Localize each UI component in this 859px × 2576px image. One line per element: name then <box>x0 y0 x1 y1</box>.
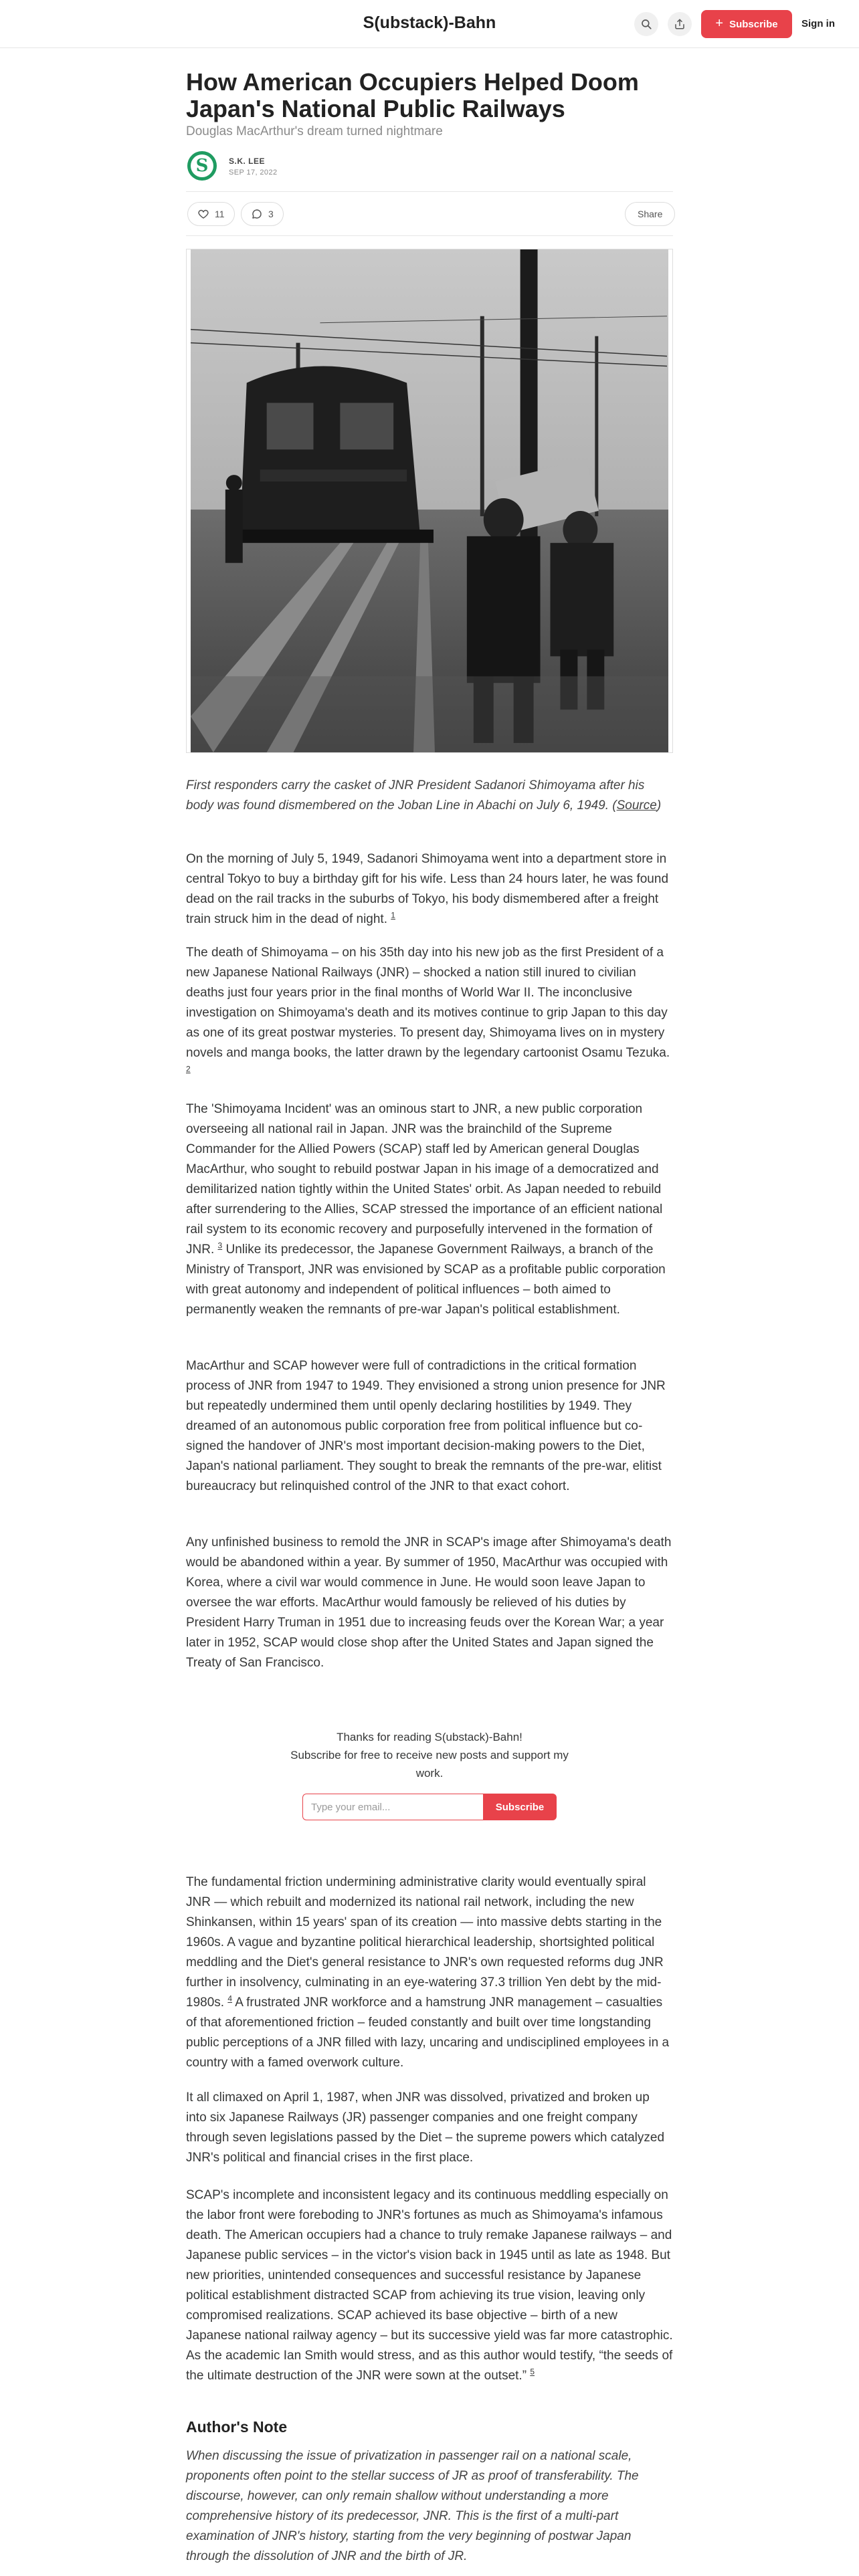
top-bar <box>0 0 859 48</box>
caption-source-link[interactable]: Source <box>616 798 657 813</box>
share-icon <box>674 18 686 30</box>
share-button-top[interactable] <box>668 12 692 36</box>
paragraph: Any unfinished business to remold the JNR in SCAP's image after Shimoyama's death would be abandoned within a year. By summer of 1950, MacArthur was occupied with Korea, where a civil war would commence in June. He would soon leave Japan to oversee the war efforts. MacArthur would famously be relieved of his duties by President Harry Truman in 1951 due to increasing feuds over the Korean War; a year later in 1952, SCAP would close shop after the United States and Japan signed the Treaty of San Francisco. <box>186 1535 672 1670</box>
like-count: 11 <box>215 209 225 219</box>
footnote-link[interactable]: 4 <box>227 1994 233 2004</box>
search-icon <box>640 18 652 30</box>
authors-note: When discussing the issue of privatization in passenger rail on a national scale, proponents often point to the stellar success of JR as proof of transferability. The discourse, however, can only remain shallow without understanding a more comprehensive history of its predecessor, JNR. This is the first of a multi-part examination of JNR's history, starting from the very beginning of postwar Japan through the dissolution of JNR and the birth of JR. <box>186 2449 639 2563</box>
comment-count: 3 <box>268 209 274 219</box>
paragraph-text: A frustrated JNR workforce and a hamstrung JNR management – casualties of that aforementioned friction – feuded constantly and built over time longstanding public perceptions of a JNR filled with lazy, uncaring and undisciplined employees in a country with a famed overwork culture. <box>186 1996 670 2070</box>
subscribe-label: Subscribe <box>729 18 778 30</box>
subscribe-button[interactable] <box>701 10 792 38</box>
share-label: Share <box>638 209 663 219</box>
authors-note-heading: Author's Note <box>186 2418 288 2436</box>
publication-name[interactable]: S(ubstack)-Bahn <box>363 13 496 32</box>
comment-icon <box>251 208 263 220</box>
paragraph <box>186 2185 673 2386</box>
paragraph <box>186 1099 673 1320</box>
heart-icon <box>197 208 209 220</box>
paragraph: It all climaxed on April 1, 1987, when JNR was dissolved, privatized and broken up into six Japanese Railways (JR) passenger companies and one freight company through seven legislations passed by the Diet – the supreme powers which catalyzed JNR's political and financial crises in the first place. <box>186 2090 665 2165</box>
divider <box>186 235 673 236</box>
footnote-link[interactable]: 2 <box>186 1064 191 1074</box>
paragraph-text: On the morning of July 5, 1949, Sadanori Shimoyama went into a department store in central Tokyo to buy a birthday gift for his wife. Less than 24 hours later, he was found dead on the rail tracks in the suburbs of Tokyo, his body dismembered after a freight train struck him in the dead of night. <box>186 852 669 926</box>
paragraph <box>186 1872 673 2073</box>
article-photo[interactable] <box>186 249 673 753</box>
subscribe-form <box>302 1794 557 1820</box>
share-button[interactable] <box>625 202 675 226</box>
comment-button[interactable] <box>241 202 284 226</box>
footnote-link[interactable]: 1 <box>391 910 395 920</box>
subscribe-submit-button[interactable]: Subscribe <box>483 1794 557 1820</box>
plus-icon: + <box>715 16 724 31</box>
paragraph: MacArthur and SCAP however were full of contradictions in the critical formation process of JNR from 1947 to 1949. They envisioned a strong union presence for JNR but repeatedly undermined them until openly declaring hostilities by 1949. They dreamed of an autonomous public corporation free from political influence but co-signed the handover of JNR's most important decision-making powers to the Diet, Japan's national parliament. They sought to break the remnants of the pre-war, elitist bureaucracy but relinquished control of the JNR to that exact cohort. <box>186 1359 666 1493</box>
author-name[interactable]: S.K. LEE <box>229 156 266 166</box>
paragraph-text: The death of Shimoyama – on his 35th day into his new job as the first President of a new Japanese National Railways (JNR) – shocked a nation still inured to civilian deaths just four years prior in the final months of World War II. The inconclusive investigation on Shimoyama's death and its motives continue to grip Japan to this day as one of its great postwar mysteries. To present day, Shimoyama lives on in mystery novels and manga books, the latter drawn by the legendary cartoonist Osamu Tezuka. <box>186 946 670 1060</box>
search-button[interactable] <box>634 12 658 36</box>
caption-end: ) <box>656 798 662 813</box>
paragraph-text: The 'Shimoyama Incident' was an ominous start to JNR, a new public corporation overseeing all national rail in Japan. JNR was the brainchild of the Supreme Commander for the Allied Powers (SCAP) staff led by American general Douglas MacArthur, who sought to rebuild postwar Japan in his image of a democratized and demilitarized nation tightly within the United States' orbit. As Japan needed to rebuild after surrendering to the Allies, SCAP stressed the importance of an efficient national rail system to its economic recovery and purposefully intervened in the formation of JNR. <box>186 1102 663 1257</box>
email-input[interactable] <box>302 1794 483 1820</box>
footnote-link[interactable]: 3 <box>217 1241 223 1251</box>
paragraph <box>186 943 673 1083</box>
sign-in-link[interactable]: Sign in <box>801 18 835 29</box>
paragraph <box>186 849 673 930</box>
photo-train-casket <box>187 249 672 752</box>
article-subtitle: Douglas MacArthur's dream turned nightmare <box>186 124 443 138</box>
post-date: SEP 17, 2022 <box>229 169 278 177</box>
author-avatar[interactable] <box>187 151 217 181</box>
caption-text: First responders carry the casket of JNR President Sadanori Shimoyama after his body was found dismembered on the Joban Line in Abachi on July 6, 1949. ( <box>186 778 645 813</box>
like-button[interactable] <box>187 202 235 226</box>
subscribe-pitch: Subscribe for free to receive new posts and support my work. <box>290 1749 569 1780</box>
photo-caption <box>186 776 673 816</box>
article-title: How American Occupiers Helped Doom Japan's National Public Railways <box>186 68 639 122</box>
footnote-link[interactable]: 5 <box>530 2367 535 2377</box>
subscribe-thanks: Thanks for reading S(ubstack)-Bahn! <box>337 1731 522 1743</box>
avatar-logo-icon: S <box>191 154 213 177</box>
paragraph-text: Unlike its predecessor, the Japanese Government Railways, a branch of the Ministry of Transport, JNR was envisioned by SCAP as a profitable public corporation with great autonomy and independent of political influences – both aimed to permanently weaken the remnants of pre-war Japan's political establishment. <box>186 1243 666 1317</box>
paragraph-text: The fundamental friction undermining administrative clarity would eventually spiral JNR — which rebuilt and modernized its national rail network, including the new Shinkansen, within 15 years' span of its creation — into massive debts starting in the 1960s. A vague and byzantine political hierarchical leadership, shortsighted political meddling and the Diet's general resistance to JNR's own requested reforms dug JNR further in insolvency, culminating in an eye-watering 37.3 trillion Yen debt by the mid-1980s. <box>186 1875 664 2010</box>
paragraph-text: SCAP's incomplete and inconsistent legacy and its continuous meddling especially on the labor front were foreboding to JNR's fortunes as much as Shimoyama's infamous death. The American occupiers had a chance to truly remake Japanese railways – and Japanese public services – in the victor's vision back in 1945 until as late as 1948. But new priorities, unintended consequences and successful resistance by Japanese political establishment distracted SCAP from achieving its true vision, leaving only compromised realizations. SCAP achieved its base objective – birth of a new Japanese national railway agency – but its successive yield was far more catastrophic. As the academic Ian Smith would stress, and as this author would testify, “the seeds of the ultimate destruction of the JNR were sown at the outset.” <box>186 2188 673 2383</box>
divider <box>186 191 673 192</box>
